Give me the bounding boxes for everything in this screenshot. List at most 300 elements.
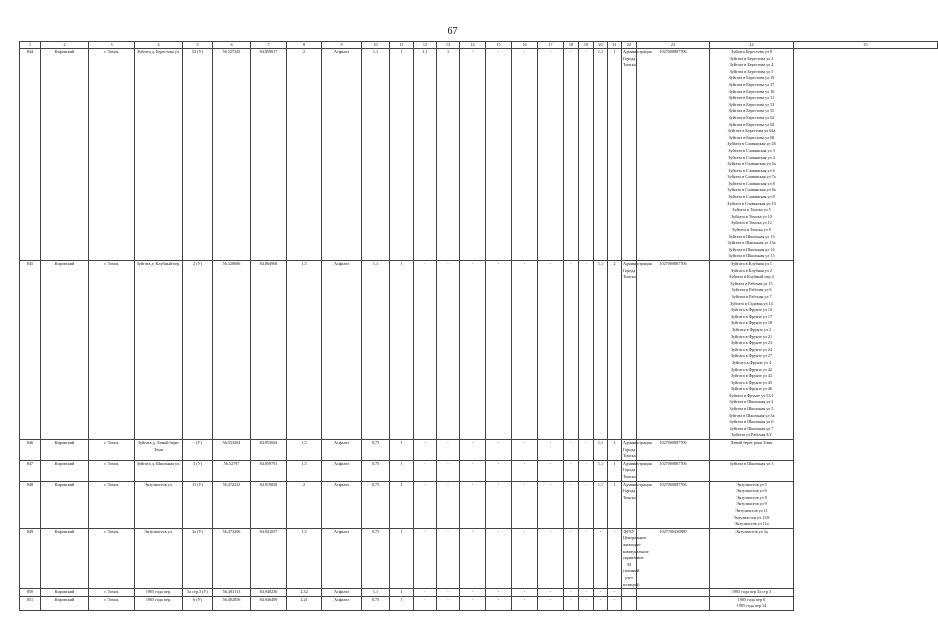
column-number: 10 <box>362 42 390 49</box>
table-cell: - <box>512 460 538 481</box>
column-number: 4 <box>135 42 183 49</box>
table-cell: - <box>579 440 594 461</box>
table-cell: - <box>608 596 622 610</box>
table-cell: Асфальт <box>322 481 362 528</box>
table-cell: 1,5 <box>287 440 322 461</box>
table-cell: 84,919828 <box>251 481 287 528</box>
table-cell: 850 <box>20 589 41 597</box>
table-row <box>20 528 938 588</box>
table-cell: Асфальт <box>322 49 362 261</box>
address-line: Энтузиастов ул 11/8 <box>733 514 770 520</box>
column-number: 23 <box>637 42 710 49</box>
column-number: 1 <box>20 42 41 49</box>
table-cell: - <box>486 440 512 461</box>
address-line: Зуйгата в Славянская ул 26 <box>727 141 776 147</box>
table-cell: 2 <box>287 481 322 528</box>
table-cell: 56,52797 <box>213 460 251 481</box>
table-cell: 2 <box>287 49 322 261</box>
table-cell: - <box>486 49 512 261</box>
address-line: Зуйгата в Берестова ул 5 <box>729 68 774 74</box>
address-line: Зуйгата в Берестова ул 19 <box>728 75 775 81</box>
address-line: Зуйгата в Рабочая ул 15 <box>730 280 773 286</box>
table-cell: 1 <box>608 481 622 528</box>
table-cell: - <box>538 460 564 481</box>
address-line: Зуйгата в Берестова ул 64 <box>728 121 775 127</box>
table-cell: 1,1 <box>414 49 437 261</box>
table-cell: 1027000887706 <box>637 440 710 461</box>
table-cell: Кировский <box>41 261 89 440</box>
table-cell: 0,75 <box>362 528 390 588</box>
table-cell: 1,1 <box>594 49 608 261</box>
table-cell: - <box>486 596 512 610</box>
table-cell: Асфальт <box>322 261 362 440</box>
address-line: Зуйгата ул Рабочая 3/2 <box>731 432 772 438</box>
column-number: 12 <box>414 42 437 49</box>
column-number: 6 <box>213 42 251 49</box>
table-cell: - <box>437 440 460 461</box>
table-cell: 1027700430889 <box>637 528 710 588</box>
table-cell: - <box>414 528 437 588</box>
table-cell: - <box>414 589 437 597</box>
table-cell: 2 <box>608 261 622 440</box>
table-cell: - <box>579 460 594 481</box>
address-line: Зуйгата в Школьная ул 15 <box>728 253 775 259</box>
address-line: Зуйгата в Фрунзе ул 46 <box>730 386 773 392</box>
table-cell: - <box>486 261 512 440</box>
table-cell: 1,1 <box>362 589 390 597</box>
table-cell: 1 <box>390 261 414 440</box>
addresses-cell <box>710 596 794 610</box>
column-number: 2 <box>41 42 89 49</box>
table-cell: 6 (У) <box>183 596 213 610</box>
table-cell: 1027000887706 <box>637 481 710 528</box>
table-cell: - <box>594 528 608 588</box>
table-cell: - <box>579 481 594 528</box>
address-line: Зуйгата в Берестова ул 16 <box>728 88 775 94</box>
table-cell: - <box>437 596 460 610</box>
addresses-cell <box>710 440 794 461</box>
address-line: Зуйгата в Славянская ул 10 <box>727 200 776 206</box>
table-cell: г. Томск <box>89 261 135 440</box>
table-cell: - <box>538 440 564 461</box>
table-cell: - <box>486 460 512 481</box>
table-cell: - <box>538 261 564 440</box>
table-cell: 56,493113 <box>213 589 251 597</box>
table-cell: 1,1 <box>362 49 390 261</box>
table-cell: 849 <box>20 528 41 588</box>
table-cell: - <box>538 49 564 261</box>
column-number: 25 <box>794 42 938 49</box>
table-cell: 84,859817 <box>251 49 287 261</box>
address-line: Зуйгата в Фрунзе ул 24 <box>730 346 773 352</box>
address-line: Зуйгата в Славянская ул 6 <box>728 167 775 173</box>
table-cell: - <box>414 261 437 440</box>
table-cell: 1 <box>390 481 414 528</box>
table-cell: г. Томск <box>89 49 135 261</box>
address-line: 1905 года пер 5а стр 3 <box>731 589 772 595</box>
table-cell: - <box>460 261 486 440</box>
address-line: Зуйгата в Школьная ул 6 <box>729 419 774 425</box>
column-number: 8 <box>287 42 322 49</box>
table-cell: 1,1 <box>594 440 608 461</box>
address-line: Зуйгата в Славянская ул 4 <box>728 154 775 160</box>
table-cell: 5а стр.3 (У) <box>183 589 213 597</box>
table-cell: - <box>579 589 594 597</box>
address-line: Зуйгата в Берестова ул 55 <box>728 108 775 114</box>
table-cell: - <box>486 481 512 528</box>
register-table <box>19 41 938 611</box>
table-cell: - <box>460 49 486 261</box>
column-number: 9 <box>322 42 362 49</box>
address-line: Зуйгата в Славянская ул 7а <box>727 174 776 180</box>
table-cell: - <box>579 261 594 440</box>
table-cell: Администрация Города Томска <box>622 49 637 261</box>
table-row <box>20 481 938 528</box>
table-cell: - <box>414 440 437 461</box>
table-cell: 1,1 <box>594 460 608 481</box>
table-cell: - <box>564 460 579 481</box>
address-line: Зуйгата в Клубный пер 4 <box>729 274 774 280</box>
table-cell: - <box>460 460 486 481</box>
table-cell: - <box>564 528 579 588</box>
addresses-cell <box>710 49 794 261</box>
table-cell: Асфальт <box>322 528 362 588</box>
address-line: Энтузиастов ул 8 <box>736 494 767 500</box>
address-line: Зуйгата в Фрунзе ул 45 <box>730 379 773 385</box>
column-number: 21 <box>608 42 622 49</box>
table-cell: 847 <box>20 460 41 481</box>
address-line: Зуйгата в Славянская ул 5а <box>727 161 776 167</box>
table-cell: 0,75 <box>362 596 390 610</box>
table-cell: 1 <box>390 49 414 261</box>
table-cell: Кировский <box>41 460 89 481</box>
table-cell: 1,1 <box>594 261 608 440</box>
table-cell: 845 <box>20 261 41 440</box>
table-cell: г. Томск <box>89 528 135 588</box>
address-line: Зуйгата в Томска ул 10 <box>731 213 772 219</box>
table-cell <box>622 596 637 610</box>
table-cell: - <box>594 589 608 597</box>
table-cell: - <box>512 528 538 588</box>
address-line: Зуйгата в Славянская ул 8 <box>728 180 775 186</box>
table-cell: 56,473206 <box>213 528 251 588</box>
table-cell: 1,1 <box>594 481 608 528</box>
table-cell: Асфальт <box>322 589 362 597</box>
table-cell: - <box>460 596 486 610</box>
table-cell: 2 (У) <box>183 261 213 440</box>
column-number: 18 <box>564 42 579 49</box>
table-row <box>20 589 938 597</box>
table-cell: 846 <box>20 440 41 461</box>
column-number: 19 <box>579 42 594 49</box>
table-cell: Администрация Города Томска <box>622 440 637 461</box>
table-cell: - <box>564 596 579 610</box>
column-number: 15 <box>486 42 512 49</box>
address-line: Зуйгата в Фрунзе ул 43 <box>730 373 773 379</box>
address-line: Зуйгата в Школьная ул 2 <box>729 399 774 405</box>
table-cell: - <box>512 49 538 261</box>
address-line: Зуйгата в Фрунзе ул 2 <box>731 326 772 332</box>
table-cell: Кировский <box>41 528 89 588</box>
table-cell: 1,5 <box>287 261 322 440</box>
table-row <box>20 460 938 481</box>
table-cell: - <box>579 49 594 261</box>
table-cell: 0,75 <box>362 481 390 528</box>
table-cell: Зуйгата д. Берестова ул. <box>135 49 183 261</box>
table-cell: 1,5 <box>287 528 322 588</box>
table-cell: - <box>437 589 460 597</box>
table-cell: 56,492856 <box>213 596 251 610</box>
address-line: Зуйгата Берестова ул 8 <box>731 49 772 54</box>
address-line: Зуйгата в Славянская ул 3 <box>728 147 775 153</box>
table-cell: 1 <box>608 49 622 261</box>
table-row <box>20 49 938 261</box>
address-line: Зуйгата в Школьная ул 14 <box>728 246 775 252</box>
address-line: Зуйгата в Берестова ул 4 <box>729 62 774 68</box>
table-cell: г. Томск <box>89 589 135 597</box>
address-line: Левый берег реки Томи <box>730 440 773 446</box>
address-line: Зуйгата в Фрунзе ул 4 <box>731 359 772 365</box>
table-cell: Энтузиастов ул. <box>135 528 183 588</box>
table-cell <box>637 589 710 597</box>
table-cell: Администрация Города Томска <box>622 481 637 528</box>
table-cell: - <box>460 481 486 528</box>
table-cell: 3 (У) <box>183 460 213 481</box>
address-line: Зуйгата в Фрунзе ул 21 <box>730 333 773 339</box>
address-line: Зуйгата в Томска ул 5 <box>732 207 771 213</box>
table-cell: - <box>564 589 579 597</box>
table-cell: 1 <box>390 528 414 588</box>
table-cell: - <box>414 460 437 481</box>
address-line: Зуйгата в Школьная ул 13 <box>728 233 775 239</box>
address-line: Зуйгата в Рабочая ул 7 <box>731 293 772 299</box>
column-number-row <box>20 42 938 49</box>
table-cell: 84,946499 <box>251 596 287 610</box>
table-cell: 2,21 <box>287 596 322 610</box>
table-cell: 56,527343 <box>213 49 251 261</box>
table-cell: 56,533284 <box>213 440 251 461</box>
address-line: Зуйгата в Садовая ул 14 <box>730 300 773 306</box>
table-cell: 1,5 <box>287 460 322 481</box>
column-number: 24 <box>710 42 794 49</box>
address-line: Зуйгата в Славянская ул 8а <box>727 187 776 193</box>
address-line: Зуйгата в Школьная ул 3 <box>729 460 774 466</box>
column-number: 16 <box>512 42 538 49</box>
table-cell: - <box>564 481 579 528</box>
table-cell: 1 <box>390 440 414 461</box>
table-cell: 84,941057 <box>251 528 287 588</box>
address-line: Энтузиастов ул 6 <box>736 488 767 494</box>
table-cell: г. Томск <box>89 596 135 610</box>
address-line: Зуйгата в Фрунзе ул 42 <box>730 366 773 372</box>
table-cell: - <box>512 261 538 440</box>
table-cell: - <box>538 528 564 588</box>
addresses-cell <box>710 460 794 481</box>
table-cell: 851 <box>20 596 41 610</box>
table-cell: г. Томск <box>89 440 135 461</box>
table-cell: 1 <box>608 440 622 461</box>
address-line: Зуйгата в Фрунзе ул 18 <box>730 320 773 326</box>
address-line: Зуйгата в Школьная ул 13а <box>727 240 776 246</box>
column-number: 20 <box>594 42 608 49</box>
address-line: Зуйгата в Славянская ул 9 <box>728 194 775 200</box>
table-cell: Асфальт <box>322 596 362 610</box>
address-line: Зуйгата в Фрунзе ул 17 <box>730 313 773 319</box>
address-line: Зуйгата в Берестова ул 62 <box>728 114 775 120</box>
address-line: 1905 года пер 14 <box>736 603 767 609</box>
table-cell: 1905 года пер. <box>135 589 183 597</box>
table-cell: - <box>608 528 622 588</box>
table-cell: - <box>512 481 538 528</box>
address-line: Зуйгата в Томска ул 8 <box>732 227 771 233</box>
column-number: 14 <box>460 42 486 49</box>
table-cell: - <box>414 481 437 528</box>
table-cell: 0,75 <box>362 440 390 461</box>
table-cell: Кировский <box>41 596 89 610</box>
table-cell: - <box>512 596 538 610</box>
table-cell: - <box>414 596 437 610</box>
table-cell: 11 (У) <box>183 481 213 528</box>
address-line: Зуйгата в Томска ул 12 <box>731 220 772 226</box>
column-number: 17 <box>538 42 564 49</box>
table-cell: 844 <box>20 49 41 261</box>
page-number: 67 <box>447 26 458 37</box>
column-number: 5 <box>183 42 213 49</box>
table-cell: Асфальт <box>322 460 362 481</box>
table-cell: - <box>564 49 579 261</box>
table-cell: Кировский <box>41 589 89 597</box>
table-cell: 0,75 <box>362 460 390 481</box>
table-cell: Энтузиастов ул. <box>135 481 183 528</box>
table-cell: - <box>486 528 512 588</box>
table-cell: - <box>437 460 460 481</box>
table-cell: Зуйгата д. Школьная ул. <box>135 460 183 481</box>
address-line: Энтузиастов ул 9 <box>736 501 767 507</box>
table-cell: - <box>437 261 460 440</box>
addresses-cell <box>710 261 794 440</box>
table-cell: - <box>512 589 538 597</box>
table-cell: - <box>512 440 538 461</box>
table-cell: - <box>564 440 579 461</box>
address-line: Энтузиастов ул 11а <box>734 521 769 527</box>
address-line: Зуйгата в Берестова ул 51 <box>728 95 775 101</box>
table-cell: - <box>460 589 486 597</box>
table-cell: - <box>579 596 594 610</box>
table-cell <box>637 596 710 610</box>
column-number: 11 <box>390 42 414 49</box>
table-cell: г. Томск <box>89 460 135 481</box>
address-line: Зуйгата в Школьная ул 5 <box>729 406 774 412</box>
table-cell: 84,859791 <box>251 460 287 481</box>
address-line: Зуйгата в Клубная ул 1 <box>731 261 772 266</box>
table-cell <box>622 589 637 597</box>
address-line: Зуйгата в Берестова ул 64а <box>727 128 776 134</box>
table-cell: Зуйгата д. Клубный пер. <box>135 261 183 440</box>
table-cell: - (У) <box>183 440 213 461</box>
address-line: Зуйгата в Школьная ул 3а <box>728 412 775 418</box>
column-number: 3 <box>89 42 135 49</box>
addresses-cell <box>710 481 794 528</box>
table-cell: 1027000887706 <box>637 49 710 261</box>
table-cell: 1905 года пер. <box>135 596 183 610</box>
address-line: Зуйгата в Фрунзе ул 53/1 <box>729 392 774 398</box>
address-line: Зуйгата в Берестова ул 37 <box>728 81 775 87</box>
table-cell: Асфальт <box>322 440 362 461</box>
address-line: Зуйгата в Клубная ул 2 <box>731 267 772 273</box>
table-cell: - <box>538 596 564 610</box>
table-cell: Кировский <box>41 440 89 461</box>
table-cell: 1 <box>608 460 622 481</box>
table-cell: - <box>460 528 486 588</box>
address-line: Энтузиастов ул 5 <box>736 481 767 487</box>
table-row <box>20 596 938 610</box>
table-cell: 1027000887706 <box>637 261 710 440</box>
table-cell: 848 <box>20 481 41 528</box>
table-cell: - <box>538 589 564 597</box>
table-cell: 2,32 <box>287 589 322 597</box>
column-number: 13 <box>437 42 460 49</box>
table-cell: 1 <box>437 49 460 261</box>
table-cell: Кировский <box>41 49 89 261</box>
table-cell: 1,1 <box>362 261 390 440</box>
table-cell: - <box>486 589 512 597</box>
table-cell: ФГБУ Центральное жилищно-коммунальное управление М (заочный учет позиций) <box>622 528 637 588</box>
table-cell: 1 <box>390 596 414 610</box>
address-line: Энтузиастов ул 11 <box>735 507 768 513</box>
address-line: Зуйгата в Фрунзе ул 23 <box>730 340 773 346</box>
table-cell: - <box>538 481 564 528</box>
table-cell: 1 <box>390 460 414 481</box>
address-line: Энтузиастов ул 3а <box>735 528 768 534</box>
table-cell: - <box>564 261 579 440</box>
table-cell: 3а (У) <box>183 528 213 588</box>
address-line: Зуйгата в Фрунзе ул 27 <box>730 353 773 359</box>
table-cell: 56,472223 <box>213 481 251 528</box>
table-cell: 84,853664 <box>251 440 287 461</box>
addresses-cell <box>710 528 794 588</box>
address-line: Зуйгата в Школьная ул 7 <box>729 425 774 431</box>
table-cell: - <box>437 528 460 588</box>
table-cell: 84,948236 <box>251 589 287 597</box>
table-cell: Кировский <box>41 481 89 528</box>
table-cell: Администрация Города Томска <box>622 261 637 440</box>
table-cell: 1 <box>390 589 414 597</box>
address-line: Зуйгата в Фрунзе ул 14 <box>730 307 773 313</box>
table-row <box>20 440 938 461</box>
address-line: 1905 года пер 6 <box>737 596 766 602</box>
address-line: Зуйгата в Берестова ул 68 <box>728 134 775 140</box>
table-cell: - <box>579 528 594 588</box>
table-cell: 52 (У) <box>183 49 213 261</box>
table-cell: - <box>437 481 460 528</box>
address-line: Зуйгата в Берестова ул 52 <box>728 101 775 107</box>
table-cell: - <box>460 440 486 461</box>
table-cell: 1027000887706 <box>637 460 710 481</box>
column-number: 22 <box>622 42 637 49</box>
table-row <box>20 261 938 440</box>
column-number: 7 <box>251 42 287 49</box>
table-cell: - <box>594 596 608 610</box>
table-cell: Зуйгата д. Левый берег Томи <box>135 440 183 461</box>
addresses-cell <box>710 589 794 597</box>
table-cell: г. Томск <box>89 481 135 528</box>
table-cell: Администрация Города Томска <box>622 460 637 481</box>
table-cell: 84,864968 <box>251 261 287 440</box>
address-line: Зуйгата в Берестова ул 2 <box>729 55 774 61</box>
table-cell: - <box>608 589 622 597</box>
address-line: Зуйгата в Рабочая ул 6 <box>731 287 772 293</box>
table-cell: 56,528686 <box>213 261 251 440</box>
